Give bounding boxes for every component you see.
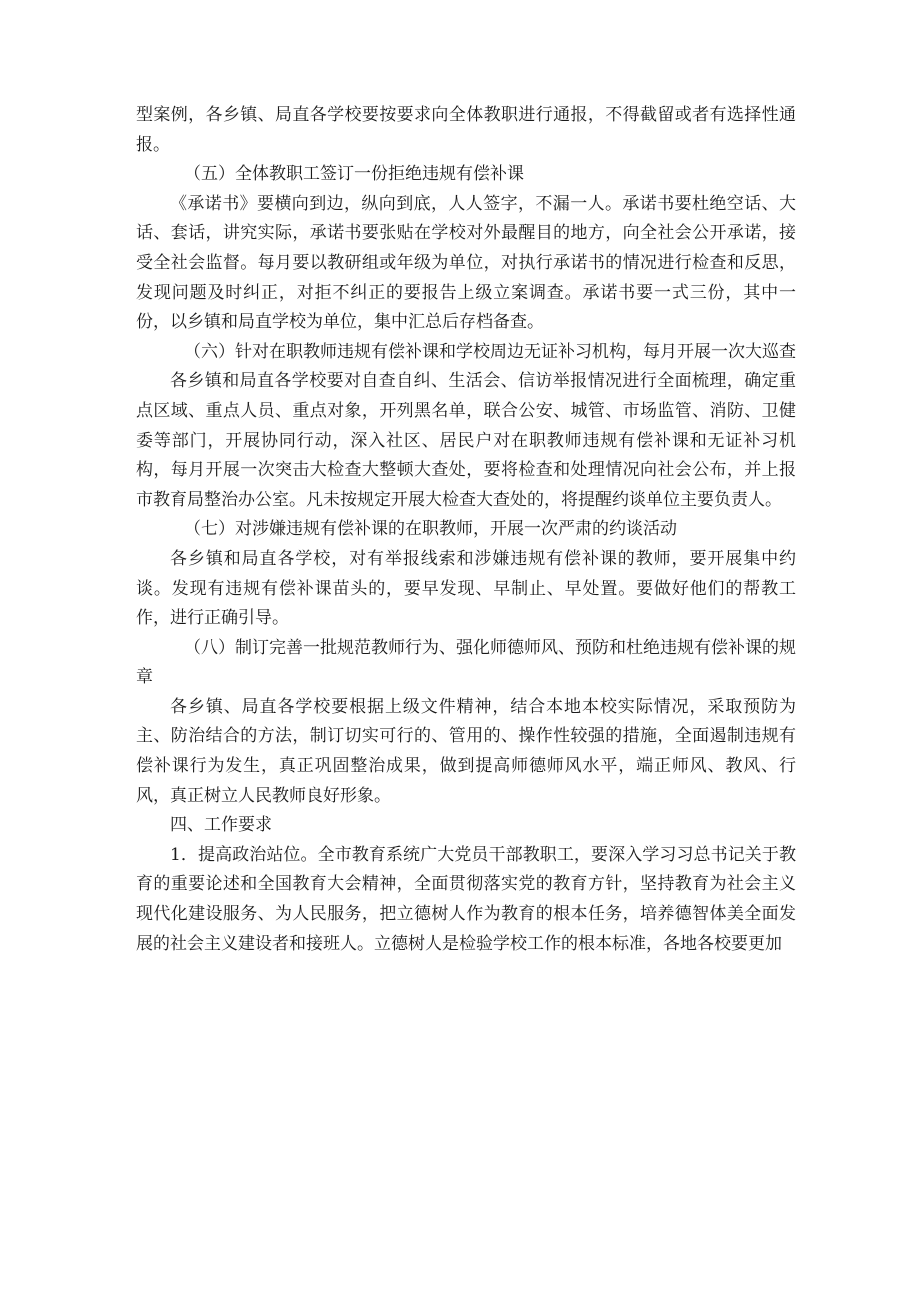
section-heading-5: （五）全体教职工签订一份拒绝违规有偿补课 [184, 164, 524, 185]
section-heading-6: （六）针对在职教师违规有偿补课和学校周边无证补习机构，每月开展一次大巡查 [184, 341, 796, 362]
paragraph-monthly-inspection: 各乡镇和局直各学校要对自查自纠、生活会、信访举报情况进行全面梳理，确定重点区域、重点人员、重点对象，开列黑名单，联合公安、城管、市场监管、消防、卫健委等部门，开展协同行动，深入社区、居民户对在职教师违规有偿补课和无证补习机构，每月开展一次突击大检查大整顿大查处，要将检查和处理情况向社会公布，并上报市教育局整治办公室。凡未按规定开展大检查大查处的，将提醒约谈单位主要负责人。 [136, 371, 796, 510]
section-heading-8: （八）制订完善一批规范教师行为、强化师德师风、预防和杜绝违规有偿补课的规章 [136, 637, 796, 688]
section-heading-7: （七）对涉嫌违规有偿补课的在职教师，开展一次严肃的约谈活动 [184, 519, 677, 540]
paragraph-interview: 各乡镇和局直各学校，对有举报线索和涉嫌违规有偿补课的教师，要开展集中约谈。发现有违规有偿补课苗头的，要早发现、早制止、早处置。要做好他们的帮教工作，进行正确引导。 [136, 548, 796, 629]
section-title-work-requirements: 四、工作要求 [170, 815, 272, 836]
document-page [136, 101, 796, 959]
paragraph-continuation: 型案例，各乡镇、局直各学校要按要求向全体教职进行通报，不得截留或者有选择性通报。 [136, 105, 796, 155]
paragraph-regulations: 各乡镇、局直各学校要根据上级文件精神，结合本地本校实际情况，采取预防为主、防治结合的方法，制订切实可行的、管用的、操作性较强的措施，全面遏制违规有偿补课行为发生，真正巩固整治成果，做到提高师德师风水平，端正师风、教风、行风，真正树立人民教师良好形象。 [136, 696, 796, 806]
paragraph-commitment-letter: 《承诺书》要横向到边，纵向到底，人人签字，不漏一人。承诺书要杜绝空话、大话、套话，讲究实际，承诺书要张贴在学校对外最醒目的地方，向全社会公开承诺，接受全社会监督。每月要以教研组或年级为单位，对执行承诺书的情况进行检查和反思，发现问题及时纠正，对拒不纠正的要报告上级立案调查。承诺书要一式三份，其中一份，以乡镇和局直学校为单位，集中汇总后存档备查。 [136, 193, 796, 333]
paragraph-political-stance: 1．提高政治站位。全市教育系统广大党员干部教职工，要深入学习习总书记关于教育的重要论述和全国教育大会精神，全面贯彻落实党的教育方针，坚持教育为社会主义现代化建设服务、为人民服务，把立德树人作为教育的根本任务，培养德智体美全面发展的社会主义建设者和接班人。立德树人是检验学校工作的根本标准，各地各校要更加 [136, 844, 796, 954]
